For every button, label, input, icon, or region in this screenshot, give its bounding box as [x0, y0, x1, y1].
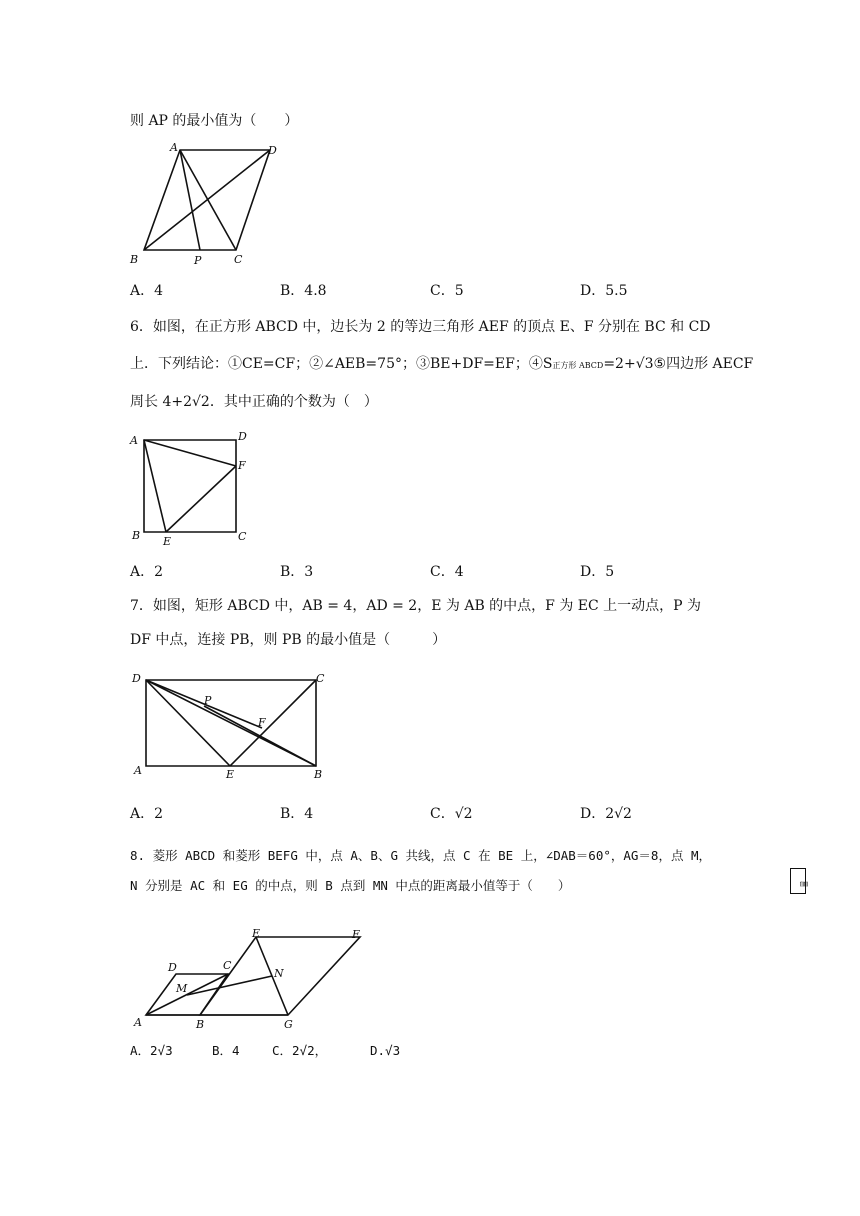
q7-label-f: F	[258, 716, 266, 729]
q5-parallelogram-figure	[128, 140, 288, 270]
q5-option-d: D．5.5	[580, 283, 628, 299]
q7-option-d: D．2√2	[580, 806, 632, 822]
q8-label-f: F	[352, 928, 360, 941]
q7-label-d: D	[132, 672, 141, 685]
q8-rhombus-figure	[128, 920, 378, 1038]
q5-tail-text: 则 AP 的最小值为（ ）	[130, 113, 299, 129]
q5-label-d: D	[268, 144, 277, 157]
q6-option-d: D．5	[580, 564, 615, 580]
q6-label-d: D	[238, 430, 247, 443]
q5-option-b: B．4.8	[280, 283, 327, 299]
q6-label-a: A	[130, 434, 138, 447]
q8-label-a: A	[134, 1016, 142, 1029]
q8-label-d: D	[168, 961, 177, 974]
q7-label-e: E	[226, 768, 235, 781]
margin-marker-label: ㎜	[800, 879, 808, 888]
q6-option-c: C．4	[430, 564, 464, 580]
q8-label-n: N	[274, 967, 284, 980]
q8-label-m: M	[176, 982, 188, 995]
q7-option-b: B．4	[280, 806, 314, 822]
q5-label-a: A	[170, 141, 178, 154]
q7-label-c: C	[316, 672, 325, 685]
q8-line-1: 8. 菱形 ABCD 和菱形 BEFG 中，点 A、B、G 共线，点 C 在 BE 上，∠DAB＝60°，AG＝8，点 M，	[130, 848, 712, 863]
q6-line-3: 周长 4+2√2．其中正确的个数为（ ）	[130, 394, 378, 410]
q7-rectangle-figure	[128, 666, 338, 784]
q7-label-p: P	[204, 694, 212, 707]
q8-option-d: D.√3	[370, 1043, 401, 1058]
q8-label-c: C	[223, 959, 232, 972]
q5-label-p: P	[194, 254, 202, 267]
q8-label-b: B	[196, 1018, 205, 1031]
q7-label-b: B	[314, 768, 323, 781]
q8-option-b: B．4	[212, 1043, 240, 1058]
q6-label-b: B	[132, 529, 141, 542]
q6-label-e: E	[163, 535, 172, 548]
q6-label-c: C	[238, 530, 247, 543]
q6-line-1: 6．如图，在正方形 ABCD 中，边长为 2 的等边三角形 AEF 的顶点 E、F 分别在 BC 和 CD	[130, 319, 711, 335]
q7-option-c: C．√2	[430, 806, 473, 822]
q6-line-2: 上．下列结论：①CE=CF；②∠AEB=75°；③BE+DF=EF；④S正方形 ABCD=2+√3⑤四边形 AECF	[130, 356, 754, 372]
q8-label-e: E	[252, 927, 261, 940]
q5-option-a: A．4	[130, 283, 164, 299]
q6-label-f: F	[238, 459, 246, 472]
q8-line-2: N 分别是 AC 和 EG 的中点，则 B 点到 MN 中点的距离最小值等于（ ）	[130, 878, 571, 893]
q7-line-1: 7．如图，矩形 ABCD 中，AB = 4，AD = 2，E 为 AB 的中点，F 为 EC 上一动点，P 为	[130, 598, 702, 614]
q5-label-c: C	[234, 253, 243, 266]
q7-line-2: DF 中点，连接 PB，则 PB 的最小值是（ ）	[130, 632, 447, 648]
q6-option-a: A．2	[130, 564, 164, 580]
q8-label-g: G	[284, 1018, 293, 1031]
q8-option-a: A．2√3	[130, 1043, 173, 1058]
q7-label-a: A	[134, 764, 142, 777]
q5-label-b: B	[130, 253, 139, 266]
q6-square-figure	[128, 426, 258, 548]
q5-option-c: C．5	[430, 283, 464, 299]
q7-option-a: A．2	[130, 806, 164, 822]
q6-option-b: B．3	[280, 564, 314, 580]
q8-option-c: C．2√2，	[272, 1043, 328, 1058]
